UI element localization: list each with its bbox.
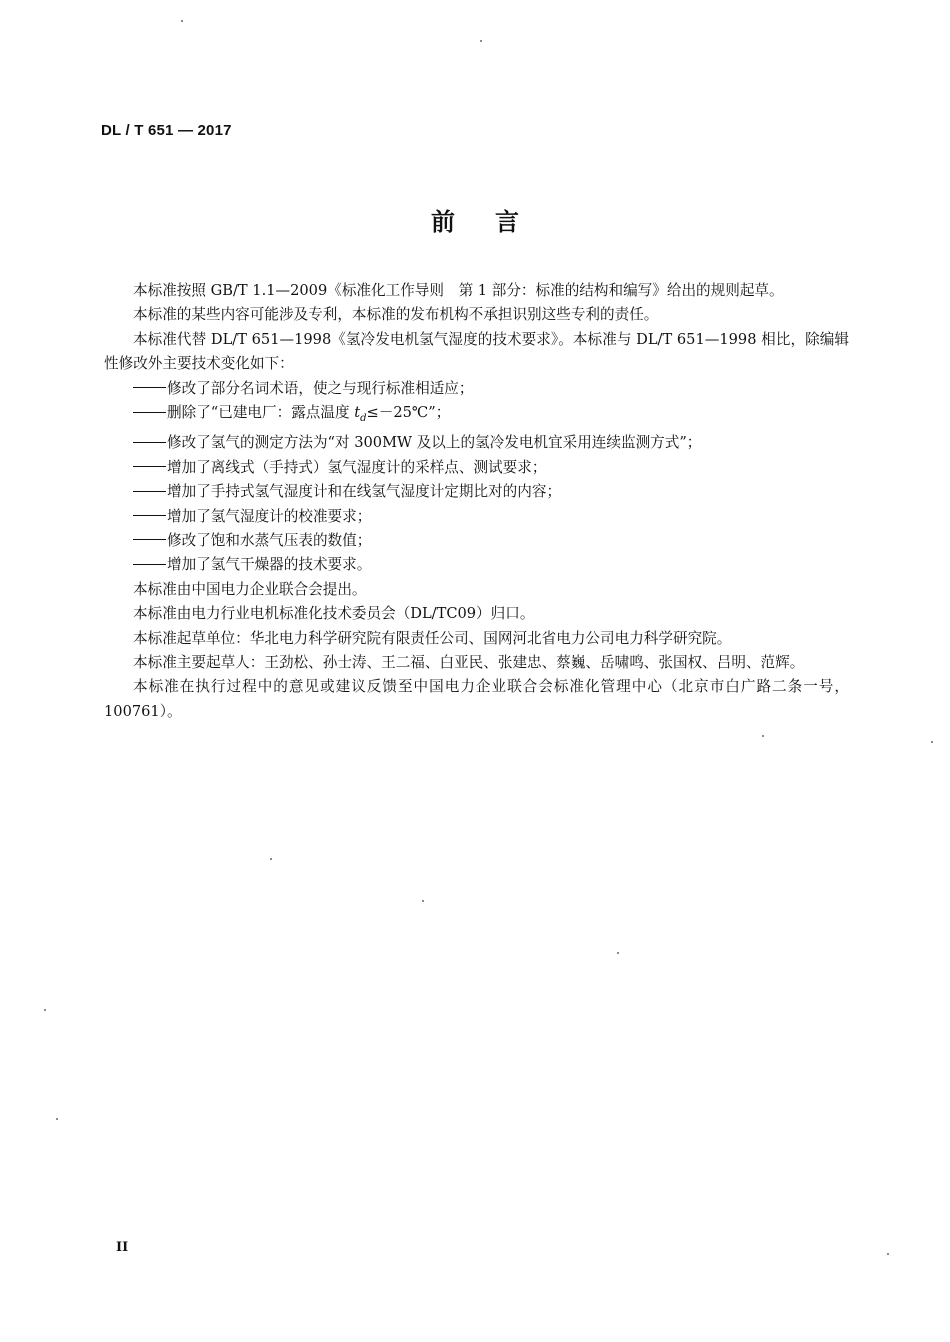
dash-mark [133, 412, 166, 413]
change-text: 修改了氢气的测定方法为“对 300MW 及以上的氢冷发电机宜采用连续监测方式”； [167, 434, 702, 452]
change-item [104, 529, 849, 553]
scan-speck [270, 858, 272, 860]
change-item [104, 401, 849, 431]
document-body [104, 279, 849, 724]
paragraph-proposer: 本标准由中国电力企业联合会提出。 [133, 580, 367, 598]
scan-speck [887, 1253, 889, 1255]
change-text: 增加了手持式氢气湿度计和在线氢气湿度计定期比对的内容； [167, 483, 562, 501]
paragraph-drafting-rules: 本标准按照 GB/T 1.1—2009《标准化工作导则 第 1 部分：标准的结构和编写》给出的规则起草。 [133, 282, 784, 299]
change-item [104, 377, 849, 401]
dash-mark [133, 442, 166, 443]
change-text: 增加了氢气湿度计的校准要求； [167, 507, 372, 525]
scan-speck [422, 900, 424, 902]
scan-speck [44, 1009, 46, 1011]
standard-code: DL / T 651 — 2017 [101, 122, 232, 139]
scan-speck [181, 20, 183, 22]
paragraph-feedback: 本标准在执行过程中的意见或建议反馈至中国电力企业联合会标准化管理中心（北京市白广路二条一号，100761）。 [104, 678, 849, 720]
change-item [104, 431, 849, 455]
change-text-tail: ≤－25℃”； [366, 404, 451, 422]
paragraph-patent-notice: 本标准的某些内容可能涉及专利，本标准的发布机构不承担识别这些专利的责任。 [133, 306, 659, 324]
change-text: 增加了离线式（手持式）氢气湿度计的采样点、测试要求； [167, 458, 547, 476]
dash-mark [133, 564, 166, 565]
paragraph-administrator: 本标准由电力行业电机标准化技术委员会（DL/TC09）归口。 [133, 605, 535, 623]
change-item [104, 480, 849, 504]
dash-mark [133, 387, 166, 388]
change-text: 删除了“已建电厂：露点温度 [167, 404, 355, 422]
change-text: 修改了饱和水蒸气压表的数值； [167, 531, 372, 549]
change-item [104, 505, 849, 529]
scan-speck [931, 741, 933, 743]
paragraph-drafting-units: 本标准起草单位：华北电力科学研究院有限责任公司、国网河北省电力公司电力科学研究院。 [133, 629, 732, 647]
dash-mark [133, 515, 166, 516]
dash-mark [133, 491, 166, 492]
change-item [104, 553, 849, 577]
dew-point-symbol: t [354, 404, 361, 422]
scan-speck [617, 952, 619, 954]
dew-point-subscript: d [360, 412, 367, 424]
change-text: 增加了氢气干燥器的技术要求。 [167, 556, 372, 574]
scan-speck [56, 1118, 58, 1120]
paragraph-drafters: 本标准主要起草人：王劲松、孙士涛、王二福、白亚民、张建忠、蔡巍、岳啸鸣、张国权、吕明、范辉。 [133, 654, 805, 671]
change-text: 修改了部分名词术语，使之与现行标准相适应； [167, 379, 474, 397]
paragraph-replacement: 本标准代替 DL/T 651—1998《氢冷发电机氢气湿度的技术要求》。本标准与 DL/T 651—1998 相比，除编辑性修改外主要技术变化如下： [104, 330, 849, 373]
dash-mark [133, 466, 166, 467]
dash-mark [133, 539, 166, 540]
page-title: 前言 [431, 208, 559, 236]
scan-speck [480, 40, 482, 42]
change-item [104, 456, 849, 480]
page-number: II [116, 1240, 129, 1255]
scan-speck [762, 735, 764, 737]
